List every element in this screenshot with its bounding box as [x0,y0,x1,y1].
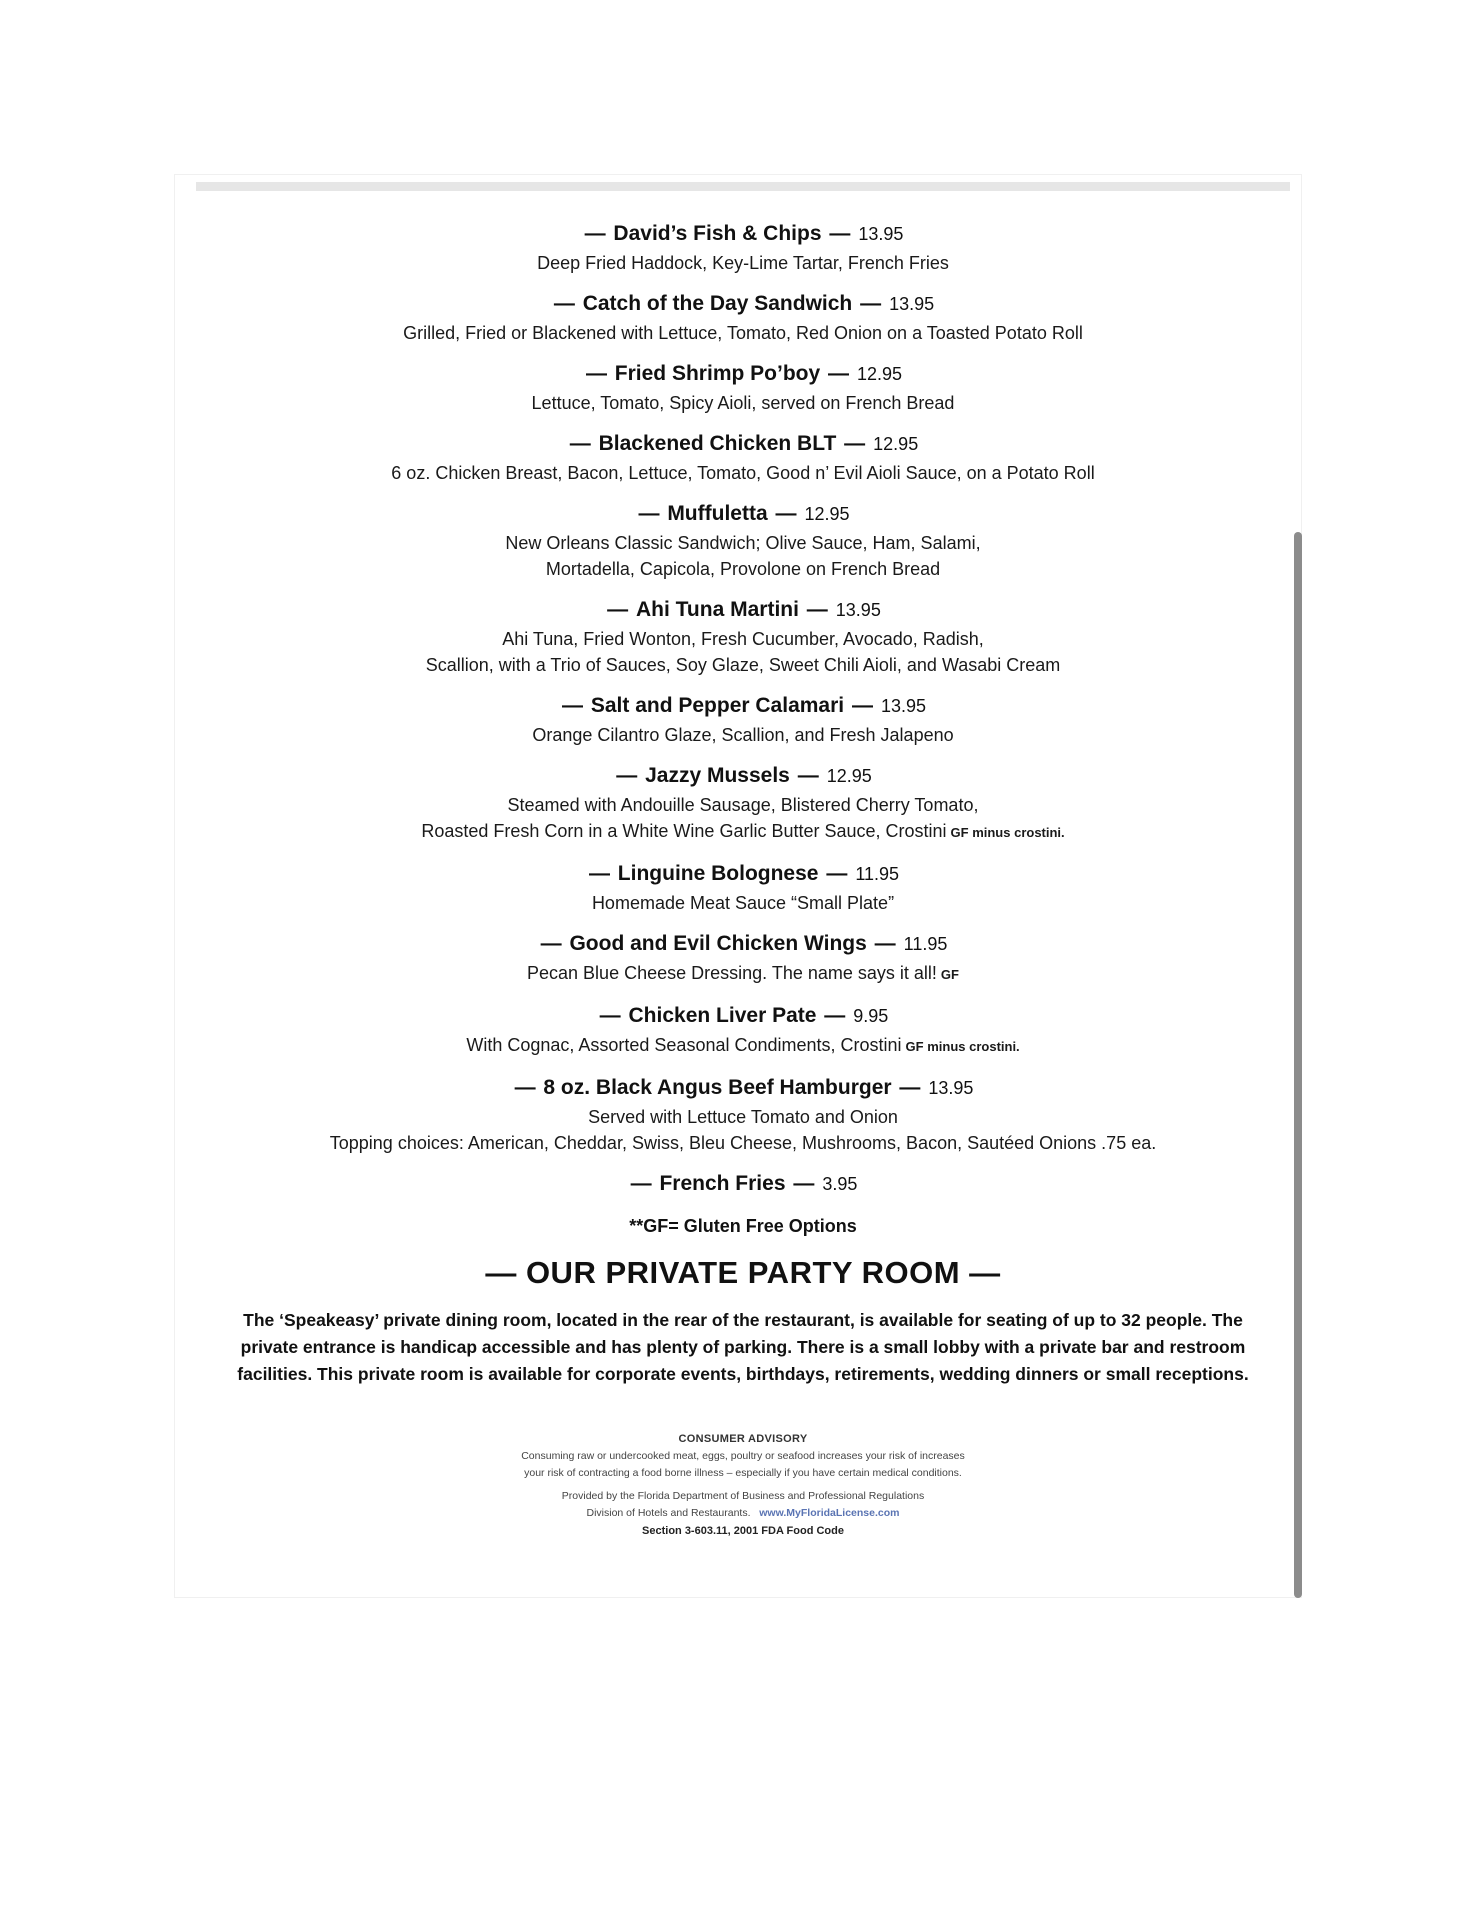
menu-item-description [196,652,1290,678]
dash-separator: — [599,1004,621,1027]
menu-item-description [196,1032,1290,1060]
description-text: Ahi Tuna, Fried Wonton, Fresh Cucumber, Avocado, Radish, [502,629,984,649]
dash-separator: — [851,694,873,717]
menu-item-heading [196,1072,1290,1104]
advisory-section-code: Section 3-603.11, 2001 FDA Food Code [642,1525,844,1537]
menu-item-heading [196,498,1290,530]
license-link[interactable]: www.MyFloridaLicense.com [759,1507,900,1519]
menu-item-description [196,626,1290,652]
menu-item-name: Jazzy Mussels [645,764,790,787]
menu-item-price: 12.95 [857,364,903,384]
advisory-line-4 [196,1505,1290,1522]
menu-item-heading [196,760,1290,792]
description-text: Roasted Fresh Corn in a White Wine Garlic Butter Sauce, Crostini [421,821,947,841]
gluten-free-tag: GF minus crostini. [905,1039,1020,1054]
menu-item-name: Salt and Pepper Calamari [590,694,845,717]
dash-separator: — [638,502,660,525]
description-text: Served with Lettuce Tomato and Onion [588,1107,898,1127]
menu-item-name: David’s Fish & Chips [613,222,822,245]
menu-item-description [196,722,1290,748]
menu-item-price: 11.95 [903,934,948,954]
menu-item-price: 13.95 [928,1078,974,1098]
scrollbar[interactable] [1294,532,1302,1598]
description-text: Orange Cilantro Glaze, Scallion, and Fresh Jalapeno [532,725,954,745]
private-party-description: The ‘Speakeasy’ private dining room, located in the rear of the restaurant, is available for seating of up to 32 people. The private entrance is handicap accessible and has plenty of parking. There is a small lobby with a private bar and restroom facilities. This private room is available for corporate events, birthdays, retirements, wedding dinners or small receptions. [237,1310,1249,1384]
menu-item-description [196,1130,1290,1156]
menu-item-name: Catch of the Day Sandwich [582,292,853,315]
menu-item [196,1000,1290,1060]
menu-item-price: 13.95 [835,600,881,620]
menu-item-name: Good and Evil Chicken Wings [569,932,867,955]
dash-separator: — [793,1172,815,1195]
menu-item-heading [196,858,1290,890]
dash-separator: — [553,292,575,315]
menu-item-name: Linguine Bolognese [617,862,819,885]
dash-separator: — [540,932,562,955]
menu-item-price: 3.95 [822,1174,858,1194]
menu-item [196,498,1290,582]
description-text: Scallion, with a Trio of Sauces, Soy Glaze, Sweet Chili Aioli, and Wasabi Cream [425,655,1061,675]
menu-item-heading [196,218,1290,250]
menu-item [196,1168,1290,1200]
dash-separator: — [829,222,851,245]
menu-item [196,594,1290,678]
menu-item [196,690,1290,748]
menu-item-heading [196,428,1290,460]
menu-item-price: 9.95 [853,1006,889,1026]
menu-item-price: 12.95 [804,504,850,524]
menu-item [196,858,1290,916]
menu-item [196,928,1290,988]
dash-separator: — [828,362,849,385]
menu-item-description [196,1104,1290,1130]
menu-item-heading [196,1168,1290,1200]
menu-item-price: 13.95 [880,696,926,716]
menu-item-description [196,818,1290,846]
description-text: New Orleans Classic Sandwich; Olive Sauce, Ham, Salami, [505,533,981,553]
dash-separator: — [569,432,591,455]
dash-separator: — [797,764,819,787]
description-text: Deep Fried Haddock, Key-Lime Tartar, French Fries [537,253,949,273]
dash-separator: — [874,932,896,955]
menu-item-heading [196,358,1290,390]
dash-separator: — [514,1076,536,1099]
menu-item [196,428,1290,486]
menu-item-heading [196,288,1290,320]
menu-item-price: 11.95 [855,864,900,884]
description-text: Pecan Blue Cheese Dressing. The name says it all! [527,963,937,983]
menu-item-name: Fried Shrimp Po’boy [614,362,821,385]
menu-item-description [196,556,1290,582]
advisory-line-1: Consuming raw or undercooked meat, eggs, poultry or seafood increases your risk of increases [521,1450,965,1462]
menu-item [196,760,1290,846]
menu-item [196,358,1290,416]
consumer-advisory [196,1430,1290,1540]
dash-separator: — [616,764,638,787]
advisory-title: CONSUMER ADVISORY [678,1433,808,1445]
dash-separator: — [588,862,610,885]
menu-item-price: 12.95 [873,434,919,454]
dash-separator: — [585,362,607,385]
menu-item-description [196,390,1290,416]
dash-separator: — [584,222,606,245]
menu-item-name: 8 oz. Black Angus Beef Hamburger [543,1076,892,1099]
menu-item-heading [196,928,1290,960]
menu-content [196,218,1290,1540]
menu-item-name: Ahi Tuna Martini [636,598,799,621]
advisory-division: Division of Hotels and Restaurants. [586,1507,751,1519]
dash-separator: — [899,1076,921,1099]
menu-item-price: 13.95 [858,224,904,244]
description-text: Homemade Meat Sauce “Small Plate” [591,893,895,913]
menu-item-description [196,530,1290,556]
description-text: Topping choices: American, Cheddar, Swiss, Bleu Cheese, Mushrooms, Bacon, Sautéed Onions .75 ea. [329,1133,1157,1153]
advisory-line-2: your risk of contracting a food borne illness – especially if you have certain medical conditions. [524,1467,962,1479]
description-text: 6 oz. Chicken Breast, Bacon, Lettuce, Tomato, Good n’ Evil Aioli Sauce, on a Potato Roll [391,463,1095,483]
dash-separator: — [824,1004,846,1027]
menu-item-name: Chicken Liver Pate [628,1004,817,1027]
advisory-line-3: Provided by the Florida Department of Business and Professional Regulations [561,1490,925,1502]
dash-separator: — [806,598,828,621]
menu-item [196,288,1290,346]
dash-separator: — [844,432,866,455]
description-text: Grilled, Fried or Blackened with Lettuce, Tomato, Red Onion on a Toasted Potato Roll [403,323,1083,343]
menu-item-heading [196,690,1290,722]
menu-item-name: Muffuletta [667,502,768,525]
description-text: With Cognac, Assorted Seasonal Condiments, Crostini [466,1035,902,1055]
menu-item-name: French Fries [659,1172,786,1195]
menu-item-description [196,250,1290,276]
dash-separator: — [775,502,797,525]
menu-item-price: 13.95 [889,294,935,314]
menu-items-list [196,218,1290,1200]
dash-separator: — [860,292,882,315]
menu-item-heading [196,594,1290,626]
description-text: Steamed with Andouille Sausage, Blistered Cherry Tomato, [507,795,979,815]
dash-separator: — [826,862,848,885]
dash-separator: — [630,1172,652,1195]
private-party-title: — OUR PRIVATE PARTY ROOM — [485,1255,1001,1290]
menu-item [196,1072,1290,1156]
gluten-free-tag: GF [940,967,959,982]
page-top-band [196,182,1290,191]
menu-item-description [196,890,1290,916]
description-text: Mortadella, Capicola, Provolone on French Bread [545,559,941,579]
menu-item-description [196,460,1290,486]
menu-item-description [196,792,1290,818]
menu-item-description [196,960,1290,988]
menu-item [196,218,1290,276]
menu-item-name: Blackened Chicken BLT [598,432,837,455]
gluten-free-tag: GF minus crostini. [950,825,1065,840]
menu-item-description [196,320,1290,346]
gf-note: **GF= Gluten Free Options [629,1216,857,1236]
description-text: Lettuce, Tomato, Spicy Aioli, served on French Bread [531,393,955,413]
menu-item-heading [196,1000,1290,1032]
menu-item-price: 12.95 [826,766,872,786]
dash-separator: — [607,598,629,621]
dash-separator: — [562,694,583,717]
